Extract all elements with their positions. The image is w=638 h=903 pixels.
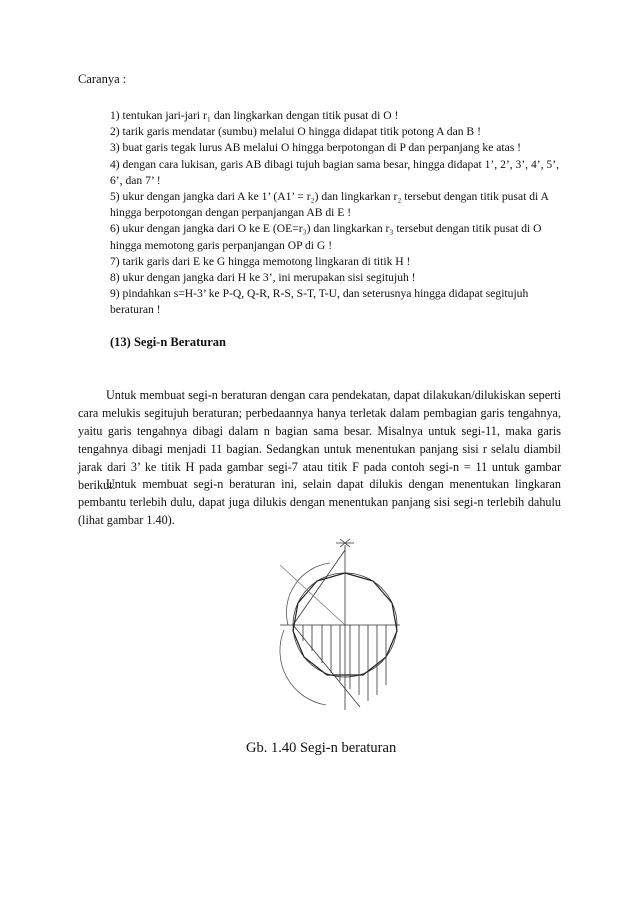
- step-item: 3) buat garis tegak lurus AB melalui O hingga berpotongan di P dan perpanjang ke atas !: [110, 141, 522, 155]
- step-item: 9) pindahkan s=H-3’ ke P-Q, Q-R, R-S, S-T, T-U, dan seterusnya hingga didapat segitujuh beraturan !: [110, 287, 529, 317]
- intro-text: Caranya :: [78, 72, 127, 86]
- step-item: 2) tarik garis mendatar (sumbu) melalui O hingga didapat titik potong A dan B !: [110, 125, 481, 139]
- step-item: 1) tentukan jari-jari r₁ dan lingkarkan dengan titik pusat di O !: [110, 109, 399, 122]
- steps-list: [110, 108, 565, 319]
- polygon-construction-drawing: [270, 535, 402, 717]
- step-item: 5) ukur dengan jangka dari A ke 1’ (A1’ = r₂) dan lingkarkan r₂ tersebut dengan titik pusat di A hingga berpotongan dengan perpanjangan AB di E !: [110, 190, 549, 220]
- paragraph: Untuk membuat segi-n beraturan ini, selain dapat dilukis dengan menentukan lingkaran pembantu terlebih dulu, dapat juga dilukis dengan menentukan panjang sisi segi-n terlebih dahulu (lihat gambar 1.40).: [78, 477, 561, 528]
- polygon-construction-figure: [270, 535, 402, 717]
- step-item: 6) ukur dengan jangka dari O ke E (OE=r₃) dan lingkarkan r₃ tersebut dengan titik pusat di O hingga memotong garis perpanjangan OP di G !: [110, 222, 542, 252]
- figure-caption: Gb. 1.40 Segi-n beraturan: [246, 740, 397, 756]
- step-item: 4) dengan cara lukisan, garis AB dibagi tujuh bagian sama besar, hingga didapat 1’, 2’, 3’, 4’, 5’, 6’, dan 7’ !: [110, 157, 559, 187]
- step-item: 8) ukur dengan jangka dari H ke 3’, ini merupakan sisi segitujuh !: [110, 271, 416, 285]
- step-item: 7) tarik garis dari E ke G hingga memotong lingkaran di titik H !: [110, 254, 411, 268]
- section-title: (13) Segi-n Beraturan: [110, 335, 226, 349]
- paragraph: Untuk membuat segi-n beraturan dengan cara pendekatan, dapat dilakukan/dilukiskan seperti cara melukis segitujuh beraturan; perbedaannya hanya terletak dalam pembagian garis tengahnya, yaitu garis tengahnya dibagi dalam n bagian sama besar. Misalnya untuk segi-11, maka garis tengahnya dibagi menjadi 11 bagian. Sedangkan untuk menentukan panjang sisi r selalu diambil jarak dari 3’ ke titik H pada gambar segi-7 atau titik F pada contoh segi-n = 11 untuk gambar berikut.: [78, 388, 561, 493]
